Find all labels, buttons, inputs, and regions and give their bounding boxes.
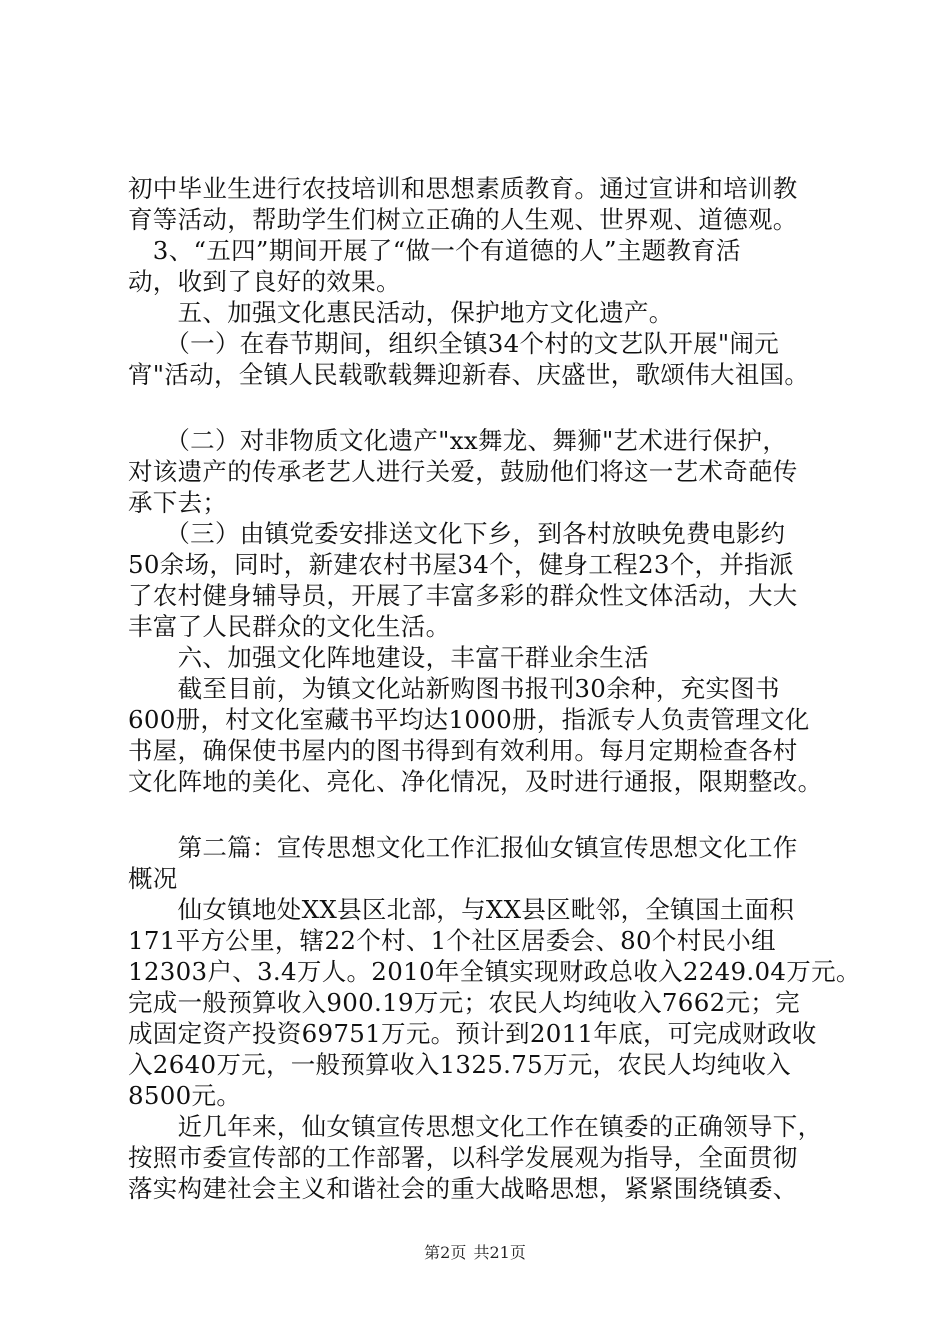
text-line: 落实构建社会主义和谐社会的重大战略思想，紧紧围绕镇委、 xyxy=(128,1174,798,1203)
text-line: 初中毕业生进行农技培训和思想素质教育。通过宣讲和培训教 xyxy=(128,174,798,203)
text-line: 对该遗产的传承老艺人进行关爱，鼓励他们将这一艺术奇葩传 xyxy=(128,457,798,486)
text-line: 12303户、3.4万人。2010年全镇实现财政总收入2249.04万元。 xyxy=(128,957,861,986)
text-line: 50余场，同时，新建农村书屋34个，健身工程23个，并指派 xyxy=(128,550,794,579)
text-line: 育等活动，帮助学生们树立正确的人生观、世界观、道德观。 xyxy=(128,205,798,234)
text-line: 截至目前，为镇文化站新购图书报刊30余种，充实图书 xyxy=(128,674,780,703)
text-line: （三）由镇党委安排送文化下乡，到各村放映免费电影约 xyxy=(128,519,786,548)
text-line: 宵"活动，全镇人民载歌载舞迎新春、庆盛世，歌颂伟大祖国。 xyxy=(128,360,810,389)
page-number: 第2页 xyxy=(424,1243,467,1262)
text-line: 完成一般预算收入900.19万元；农民人均纯收入7662元；完 xyxy=(128,988,800,1017)
text-line: 近几年来，仙女镇宣传思想文化工作在镇委的正确领导下， xyxy=(128,1112,823,1141)
page-total: 共21页 xyxy=(473,1243,526,1262)
text-line: 仙女镇地处XX县区北部，与XX县区毗邻，全镇国土面积 xyxy=(128,895,795,924)
text-line: 文化阵地的美化、亮化、净化情况，及时进行通报，限期整改。 xyxy=(128,767,823,796)
text-line: 171平方公里，辖22个村、1个社区居委会、80个村民小组 xyxy=(128,926,776,955)
text-line: 动，收到了良好的效果。 xyxy=(128,267,401,296)
text-line: 五、加强文化惠民活动，保护地方文化遗产。 xyxy=(128,298,674,327)
text-line: 六、加强文化阵地建设，丰富干群业余生活 xyxy=(128,643,649,672)
text-line: 600册，村文化室藏书平均达1000册，指派专人负责管理文化 xyxy=(128,705,810,734)
text-line: 8500元。 xyxy=(128,1081,242,1110)
text-line: （一）在春节期间，组织全镇34个村的文艺队开展"闹元 xyxy=(128,329,780,358)
text-line: 成固定资产投资69751万元。预计到2011年底，可完成财政收 xyxy=(128,1019,817,1048)
text-line: 书屋，确保使书屋内的图书得到有效利用。每月定期检查各村 xyxy=(128,736,798,765)
text-line: 3、“五四”期间开展了“做一个有道德的人”主题教育活 xyxy=(128,236,741,265)
paragraph-gap xyxy=(128,390,838,425)
text-line: 概况 xyxy=(128,864,178,893)
text-line: （二）对非物质文化遗产"xx舞龙、舞狮"艺术进行保护， xyxy=(128,426,788,455)
text-line: 丰富了人民群众的文化生活。 xyxy=(128,612,451,641)
text-line: 承下去； xyxy=(128,488,228,517)
document-body xyxy=(128,173,861,1204)
text-line: 按照市委宣传部的工作部署，以科学发展观为指导，全面贯彻 xyxy=(128,1143,798,1172)
paragraph-gap xyxy=(128,797,838,832)
text-line: 入2640万元，一般预算收入1325.75万元，农民人均纯收入 xyxy=(128,1050,791,1079)
text-line: 了农村健身辅导员，开展了丰富多彩的群众性文体活动，大大 xyxy=(128,581,798,610)
text-line: 第二篇：宣传思想文化工作汇报仙女镇宣传思想文化工作 xyxy=(128,833,798,862)
page-footer xyxy=(0,1243,950,1263)
